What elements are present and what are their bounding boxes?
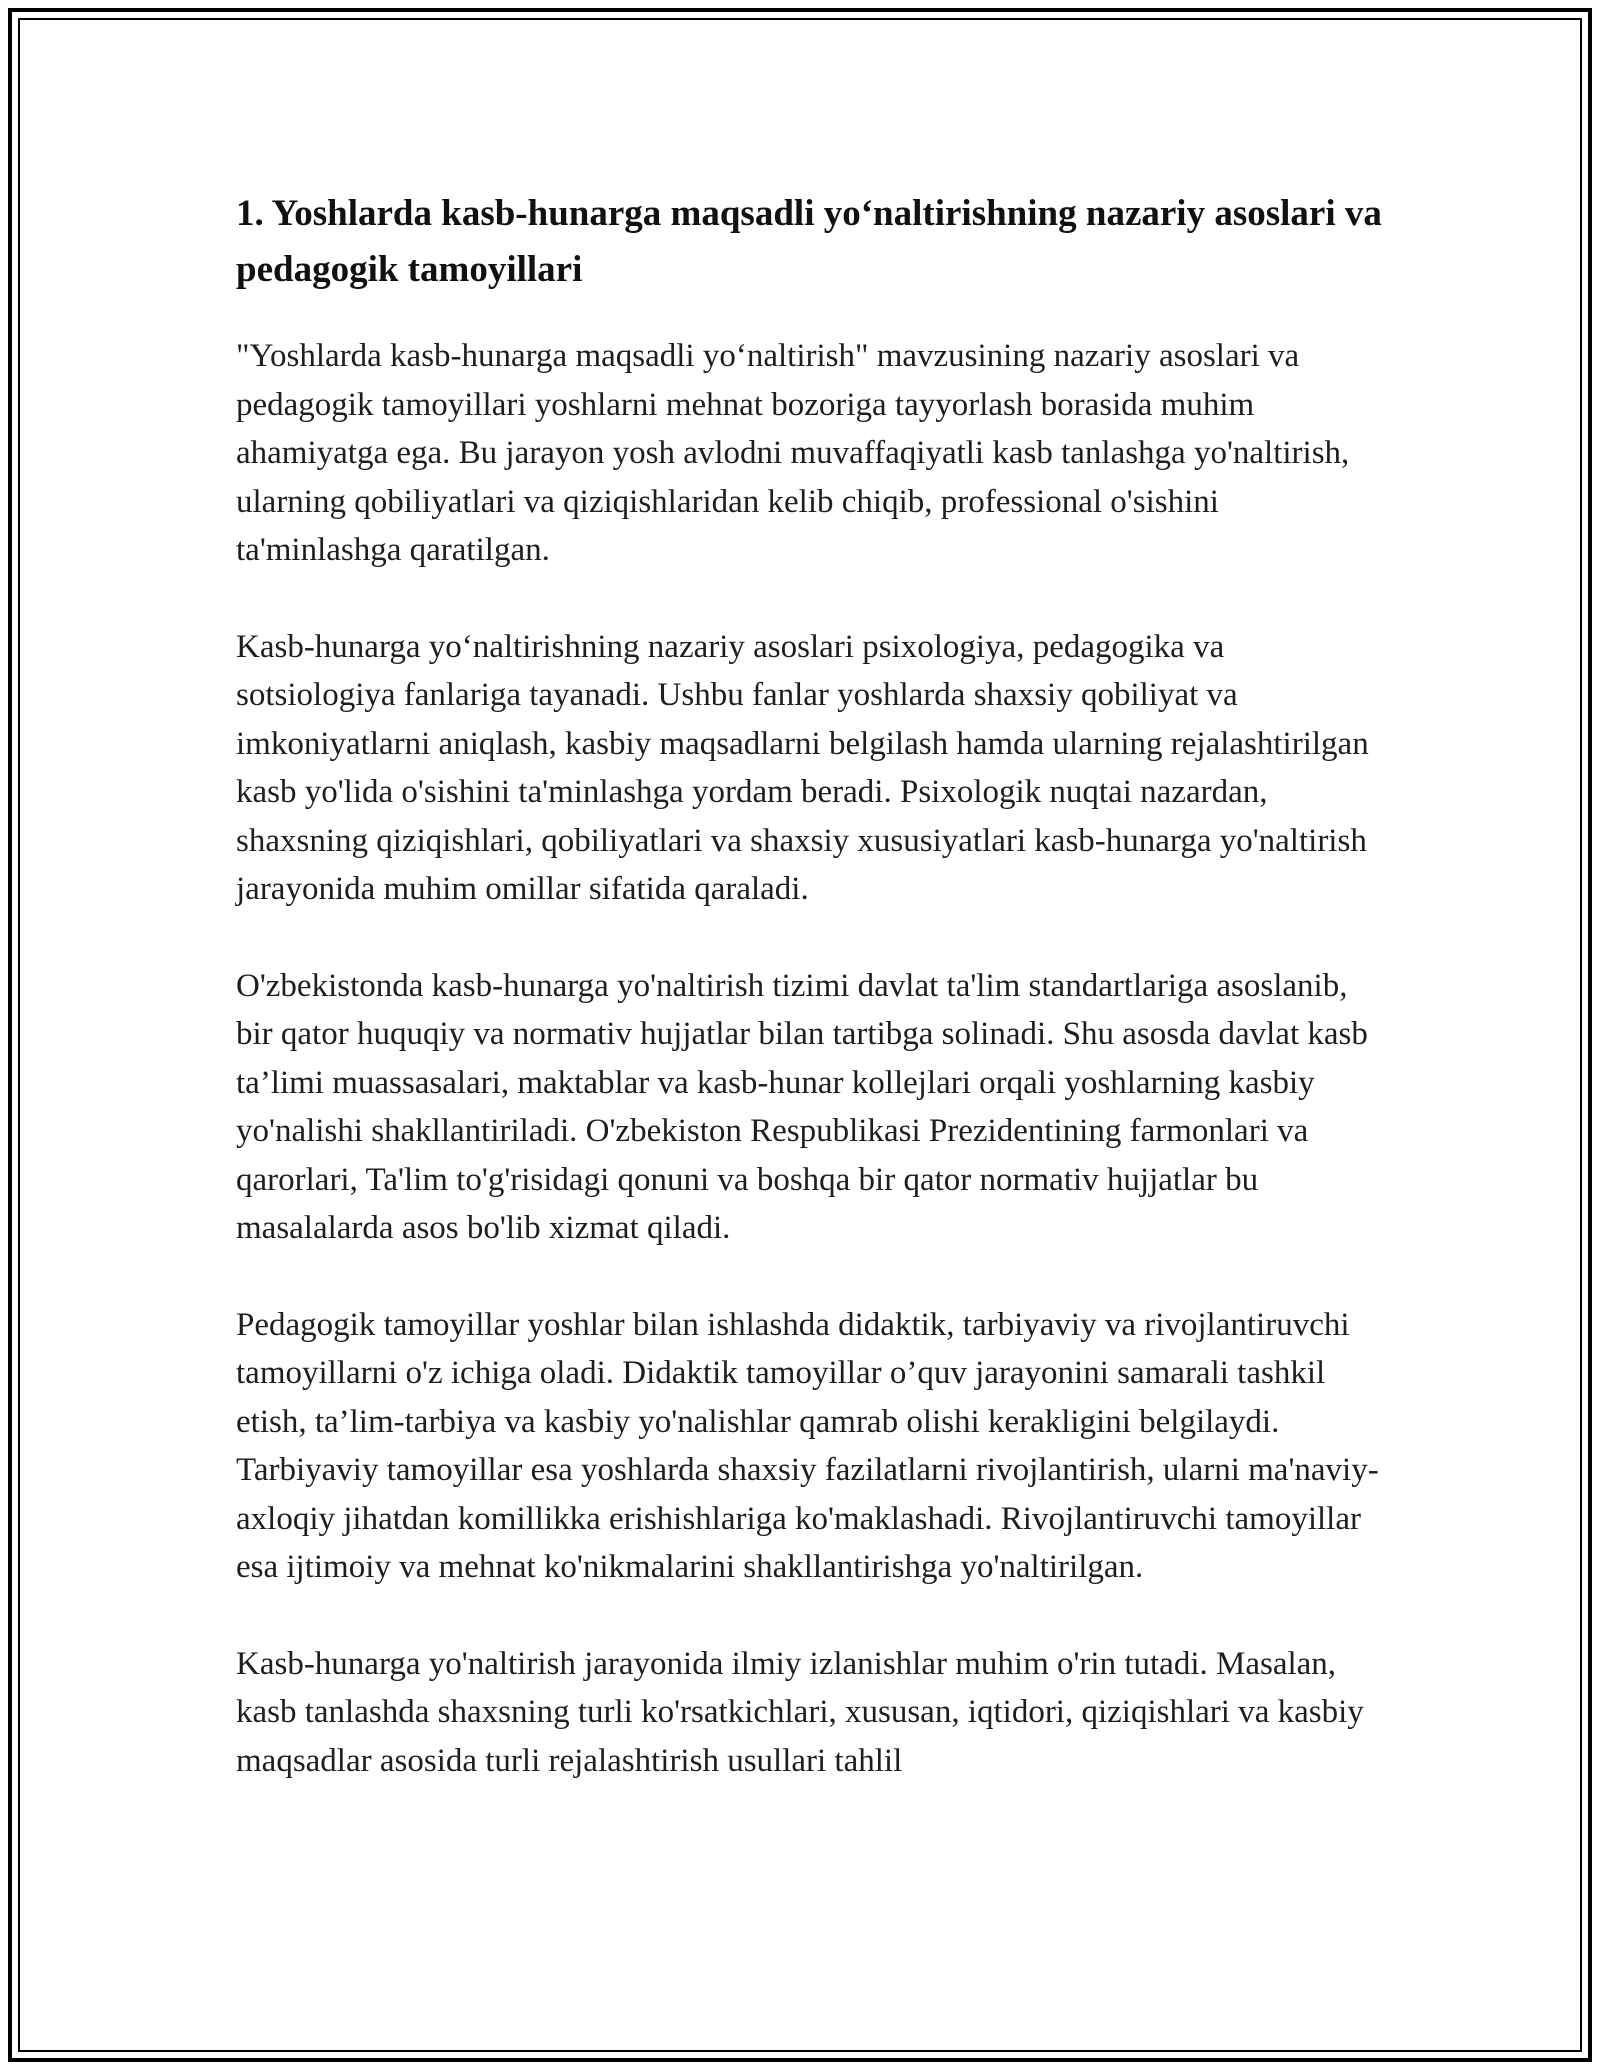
section-heading: 1. Yoshlarda kasb-hunarga maqsadli yo‘naltirishning nazariy asoslari va pedagogik tamoyillari	[236, 193, 1382, 290]
paragraph-scientific-research: Kasb-hunarga yo'naltirish jarayonida ilmiy izlanishlar muhim o'rin tutadi. Masalan, kasb tanlashda shaxsning turli ko'rsatkichlari, xususan, iqtidori, qiziqishlari va kasbiy maqsadlar asosida turli rejalashtirish usullari tahlil	[236, 1645, 1364, 1779]
paragraph-intro: "Yoshlarda kasb-hunarga maqsadli yo‘naltirish" mavzusining nazariy asoslari va pedagogik tamoyillari yoshlarni mehnat bozoriga tayyorlash borasida muhim ahamiyatga ega. Bu jarayon yosh avlodni muvaffaqiyatli kasb tanlashga yo'naltirish, ularning qobiliyatlari va qiziqishlaridan kelib chiqib, professional o'sishini ta'minlashga qaratilgan.	[236, 338, 1350, 568]
document-body	[236, 186, 1386, 1785]
paragraph-uzbekistan-system: O'zbekistonda kasb-hunarga yo'naltirish tizimi davlat ta'lim standartlariga asoslanib, bir qator huquqiy va normativ hujjatlar bilan tartibga solinadi. Shu asosda davlat kasb ta’limi muassasalari, maktablar va kasb-hunar kollejlari orqali yoshlarning kasbiy yo'nalishi shakllantiriladi. O'zbekiston Respublikasi Prezidentining farmonlari va qarorlari, Ta'lim to'g'risidagi qonuni va boshqa bir qator normativ hujjatlar bu masalalarda asos bo'lib xizmat qiladi.	[236, 967, 1368, 1246]
paragraph-pedagogical-principles: Pedagogik tamoyillar yoshlar bilan ishlashda didaktik, tarbiyaviy va rivojlantiruvchi tamoyillarni o'z ichiga oladi. Didaktik tamoyillar o’quv jarayonini samarali tashkil etish, ta’lim-tarbiya va kasbiy yo'nalishlar qamrab olishi kerakligini belgilaydi. Tarbiyaviy tamoyillar esa yoshlarda shaxsiy fazilatlarni rivojlantirish, ularni ma'naviy-axloqiy jihatdan komillikka erishishlariga ko'maklashadi. Rivojlantiruvchi tamoyillar esa ijtimoiy va mehnat ko'nikmalarini shakllantirishga yo'naltirilgan.	[236, 1306, 1379, 1585]
paragraph-theoretical-foundations: Kasb-hunarga yo‘naltirishning nazariy asoslari psixologiya, pedagogika va sotsiologiya fanlariga tayanadi. Ushbu fanlar yoshlarda shaxsiy qobiliyat va imkoniyatlarni aniqlash, kasbiy maqsadlarni belgilash hamda ularning rejalashtirilgan kasb yo'lida o'sishini ta'minlashga yordam beradi. Psixologik nuqtai nazardan, shaxsning qiziqishlari, qobiliyatlari va shaxsiy xususiyatlari kasb-hunarga yo'naltirish jarayonida muhim omillar sifatida qaraladi.	[236, 628, 1369, 907]
